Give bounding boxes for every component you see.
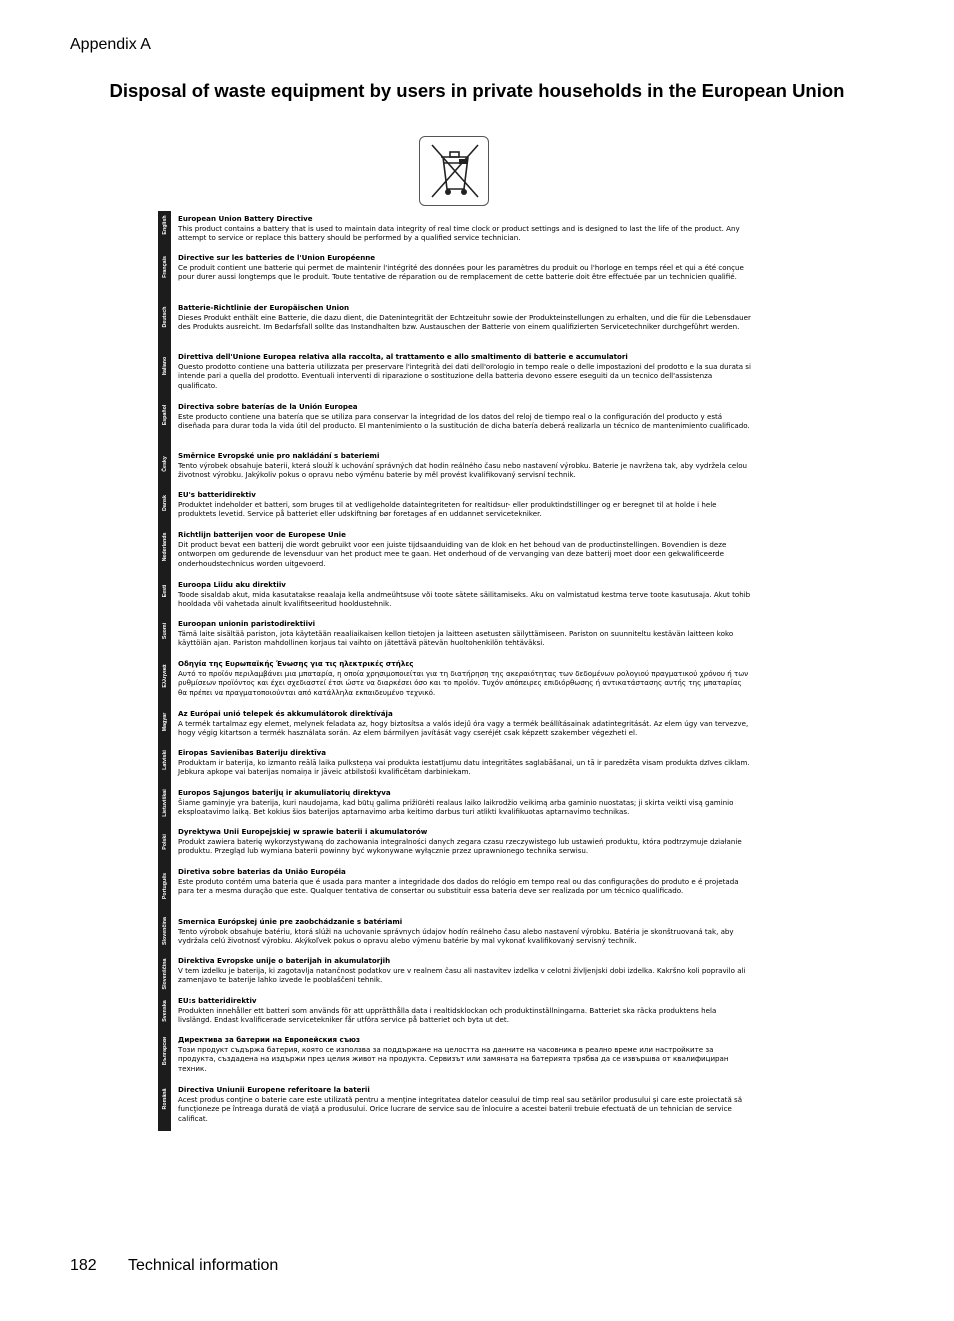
language-label: Česky <box>161 456 168 472</box>
crossed-out-wheelie-bin-icon <box>420 137 488 205</box>
battery-directive-section <box>178 402 752 431</box>
language-label: English <box>161 215 168 235</box>
section-heading: Diretiva sobre baterias da União Européia <box>178 867 346 876</box>
section-heading: EU's batteridirektiv <box>178 490 256 499</box>
battery-directive-section <box>178 748 752 777</box>
battery-directive-section <box>178 580 752 609</box>
footer-section-title: Technical information <box>128 1257 279 1274</box>
language-label: Français <box>161 256 168 278</box>
page-number: 182 <box>70 1257 97 1274</box>
section-heading: Euroopan unionin paristodirektiivi <box>178 619 316 628</box>
battery-directive-section <box>178 996 752 1025</box>
section-body: V tem izdelku je baterija, ki zagotavlja natančnost podatkov ure v realnem času ali nastavitev izdelka v celotni življenjski dobi izdelka. Kakršno koli popravilo ali zamenjavo te baterije lahko izvede le pooblaščeni tehnik. <box>178 965 746 985</box>
section-heading: Directiva sobre baterías de la Unión Europea <box>178 402 358 411</box>
language-label: Nederlands <box>161 532 168 562</box>
section-heading: Batterie-Richtlinie der Europäischen Union <box>178 303 350 312</box>
language-label: Português <box>161 872 168 900</box>
section-body: Produkten innehåller ett batteri som används för att upprätthålla data i realtidsklockan och produktinställningarna. Batteriet ska räcka produktens hela livslängd. Endast kvalificerade servicetekniker får utföra service på batteriet och byta ut det. <box>178 1005 717 1025</box>
section-body: Produkt zawiera baterię wykorzystywaną do zachowania integralności danych zegara czasu rzeczywistego lub ustawień produktu, która podtrzymuje działanie produktu. Przegląd lub wymiana baterii powinny być wykonywane wyłącznie przez uprawnionego technika serwisu. <box>178 836 742 856</box>
language-label: Eesti <box>161 584 168 598</box>
section-heading: Eiropas Savienības Bateriju direktīva <box>178 748 327 757</box>
page-footer <box>70 1257 278 1275</box>
section-body: A termék tartalmaz egy elemet, melynek feladata az, hogy biztosítsa a valós idejű óra vagy a termék beállításainak adatintegritását. Az elem úgy van tervezve, hogy végig kitartson a termék használata során. Az elem bármilyen javítását vagy cseréjét csak képzett szakember végezheti el. <box>178 718 749 738</box>
section-body: Questo prodotto contiene una batteria utilizzata per preservare l'integrità dei dati dell'orologio in tempo reale o delle impostazioni del prodotto e la sua durata si intende pari a quella del prodotto. Eventuali interventi di riparazione o sostituzione della batteria devono essere eseguiti da un tecnico dell'assistenza qualificato. <box>178 361 751 390</box>
section-body: Tämä laite sisältää pariston, jota käytetään reaaliaikaisen kellon tietojen ja laitteen asetusten säilyttämiseen. Pariston on suunniteltu kestävän laitteen koko käyttöiän ajan. Pariston mahdollinen korjaus tai vaihto on jätettävä pätevän huoltohenkilön tehtäväksi. <box>178 628 734 648</box>
section-body: Produktet indeholder et batteri, som bruges til at vedligeholde dataintegriteten for realtidsur- eller produktindstillinger og er beregnet til at holde i hele produktets levetid. Service på batteriet eller udskiftning bør foretages af en uddannet servicetekniker. <box>178 499 717 519</box>
section-body: Toode sisaldab akut, mida kasutatakse reaalaja kella andmeühtsuse või toote sätete säilitamiseks. Aku on valmistatud kestma terve toote kasutusaja. Akut tohib hooldada või vahetada ainult kvalifitseeritud hooldustehnik. <box>178 589 751 609</box>
battery-directive-section <box>178 253 752 282</box>
battery-directive-section <box>178 788 752 817</box>
language-sidebar <box>158 211 171 1131</box>
language-label: Svenska <box>161 1000 168 1022</box>
section-heading: Az Európai unió telepek és akkumulátorok direktívája <box>178 709 393 718</box>
section-heading: Директива за батерии на Европейския съюз <box>178 1035 361 1044</box>
battery-directive-section <box>178 709 752 738</box>
language-label: Slovenščina <box>161 958 168 990</box>
language-label: Lietuviškai <box>161 789 168 817</box>
section-body: Dit product bevat een batterij die wordt gebruikt voor een juiste tijdsaanduiding van de klok en het behoud van de productinstellingen. Bovendien is deze ontworpen om gedurende de levensduur van het product mee te gaan. Het onderhoud of de vervanging van deze batterij moet door een gekwalificeerde onderhoudstechnicus worden uitgevoerd. <box>178 539 727 568</box>
section-heading: Direktiva Evropske unije o baterijah in akumulatorjih <box>178 956 391 965</box>
section-body: Ce produit contient une batterie qui permet de maintenir l'intégrité des données pour les paramètres du produit ou l'horloge en temps réel et qui a été conçue pour durer aussi longtemps que le produit. Toute tentative de réparation ou de remplacement de cette batterie doit être effectuée par un technicien qualifié. <box>178 262 744 282</box>
section-heading: Direttiva dell'Unione Europea relativa alla raccolta, al trattamento e allo smaltimento di batterie e accumulatori <box>178 352 628 361</box>
language-label: Slovenčina <box>161 917 168 945</box>
running-header: Appendix A <box>70 36 151 53</box>
section-heading: European Union Battery Directive <box>178 214 313 223</box>
section-heading: Οδηγία της Ευρωπαϊκής Ένωσης για τις ηλεκτρικές στήλες <box>178 659 414 668</box>
battery-directive-section <box>178 303 752 332</box>
language-label: Български <box>161 1036 168 1066</box>
section-heading: Dyrektywa Unii Europejskiej w sprawie baterii i akumulatorów <box>178 827 428 836</box>
battery-directive-section <box>178 867 752 896</box>
language-label: Polski <box>161 834 168 850</box>
section-body: Šiame gaminyje yra baterija, kuri naudojama, kad būtų galima prižiūrėti realaus laiko laikrodžio veikimą arba gaminio nuostatas; ji skirta veikti visą gaminio eksploatavimo laiką. Bet kokius šios baterijos aptarnavimo arba keitimo darbus turi atlikti kvalifikuotas aptarnavimo technikas. <box>178 797 734 817</box>
section-heading: Europos Sąjungos baterijų ir akumuliatorių direktyva <box>178 788 391 797</box>
section-body: Tento výrobok obsahuje batériu, ktorá slúži na uchovanie správnych údajov hodín reálneho času alebo nastavení výrobku. Batéria je skonštruovaná tak, aby vydržala celú životnosť výrobku. Akýkoľvek pokus o opravu alebo výmenu batérie by mal vykonať kvalifikovaný servisný technik. <box>178 926 734 946</box>
page-title: Disposal of waste equipment by users in private households in the European Union <box>109 80 845 101</box>
battery-directive-section <box>178 490 752 519</box>
language-label: Magyar <box>161 712 168 732</box>
battery-directive-section <box>178 352 752 390</box>
language-label: Suomi <box>161 622 168 640</box>
section-body: Produktam ir baterija, ko izmanto reālā laika pulksteņa vai produkta iestatījumu datu integritātes saglabāšanai, un tā ir paredzēta visam produkta dzīves ciklam. Jebkura apkope vai baterijas nomaiņa ir jāveic atbilstoši kvalificētam darbiniekam. <box>178 757 750 777</box>
section-body: Αυτό το προϊόν περιλαμβάνει μια μπαταρία, η οποία χρησιμοποιείται για τη διατήρηση της ακεραιότητας των δεδομένων ρολογιού πραγματικού χρόνου ή των ρυθμίσεων προϊόντος και έχει σχεδιαστεί έτσι ώστε να διαρκέσει όσο και το προϊόν. Τυχόν απόπειρες επιδιόρθωσης ή αντικατάστασης αυτής της μπαταρίας θα πρέπει να πραγματοποιούνται από κατάλληλα εκπαιδευμένο τεχνικό. <box>178 668 749 697</box>
section-body: Acest produs conţine o baterie care este utilizată pentru a menţine integritatea datelor ceasului de timp real sau setărilor produsului şi care este proiectată să funcţioneze pe întreaga durată de viaţă a produsului. Orice lucrare de service sau de înlocuire a acestei baterii trebuie efectuată de un tehnician de service calificat. <box>178 1094 743 1123</box>
section-heading: Euroopa Liidu aku direktiiv <box>178 580 286 589</box>
battery-directive-section <box>178 917 752 946</box>
battery-directive-section <box>178 1035 752 1073</box>
battery-directive-section <box>178 659 752 697</box>
battery-directive-section <box>178 1085 752 1123</box>
battery-directive-section <box>178 956 752 985</box>
battery-directive-section <box>178 827 752 856</box>
battery-directive-section <box>178 619 752 648</box>
section-body: Este producto contiene una batería que se utiliza para conservar la integridad de los datos del reloj de tiempo real o la configuración del producto y está diseñada para durar toda la vida útil del producto. El mantenimiento o la sustitución de dicha batería deberá realizarla un técnico de mantenimiento cualificado. <box>178 411 750 431</box>
language-label: Dansk <box>161 495 168 511</box>
language-label: Latviski <box>161 750 168 770</box>
language-label: Română <box>161 1088 168 1110</box>
battery-directive-section <box>178 214 752 243</box>
section-body: This product contains a battery that is used to maintain data integrity of real time clock or product settings and is designed to last the life of the product. Any attempt to service or replace this battery should be performed by a qualified service technician. <box>178 223 740 243</box>
section-heading: Smernica Európskej únie pre zaobchádzanie s batériami <box>178 917 403 926</box>
section-heading: Richtlijn batterijen voor de Europese Unie <box>178 530 346 539</box>
section-heading: Directiva Uniunii Europene referitoare la baterii <box>178 1085 370 1094</box>
section-body: Tento výrobek obsahuje baterii, která slouží k uchování správných dat hodin reálného času nebo nastavení výrobku. Baterie je navržena tak, aby vydržela celou životnost výrobku. Jakýkoliv pokus o opravu nebo výměnu baterie by měl provést kvalifikovaný servisní technik. <box>178 460 748 480</box>
section-body: Este produto contém uma bateria que é usada para manter a integridade dos dados do relógio em tempo real ou das configurações do produto e é projetada para ter a mesma duração que este. Qualquer tentativa de consertar ou substituir essa bateria deve ser realizada por um técnico qualificado. <box>178 876 739 896</box>
language-label: Italiano <box>161 356 168 376</box>
section-body: Този продукт съдържа батерия, която се използва за поддържане на целостта на данните на часовника в реално време или настройките за продукта, създадена на издържи през целия живот на продукта. Сервизът или замяната на батерията трябва да се извършва от квалифициран техник. <box>178 1044 729 1073</box>
language-label: Español <box>161 404 168 426</box>
section-heading: Directive sur les batteries de l'Union Européenne <box>178 253 376 262</box>
battery-directive-section <box>178 530 752 568</box>
section-heading: EU:s batteridirektiv <box>178 996 257 1005</box>
section-body: Dieses Produkt enthält eine Batterie, die dazu dient, die Datenintegrität der Echtzeituhr sowie der Produkteinstellungen zu erhalten, und die für die Lebensdauer des Produkts ausreicht. Im Bedarfsfall sollte das Instandhalten bzw. Austauschen der Batterie von einem qualifizierten Servicetechniker durchgeführt werden. <box>178 312 751 332</box>
battery-directive-section <box>178 451 752 480</box>
language-label: Ελληνικά <box>161 664 168 688</box>
section-heading: Směrnice Evropské unie pro nakládání s bateriemi <box>178 451 380 460</box>
language-label: Deutsch <box>161 306 168 328</box>
weee-symbol <box>419 136 489 206</box>
